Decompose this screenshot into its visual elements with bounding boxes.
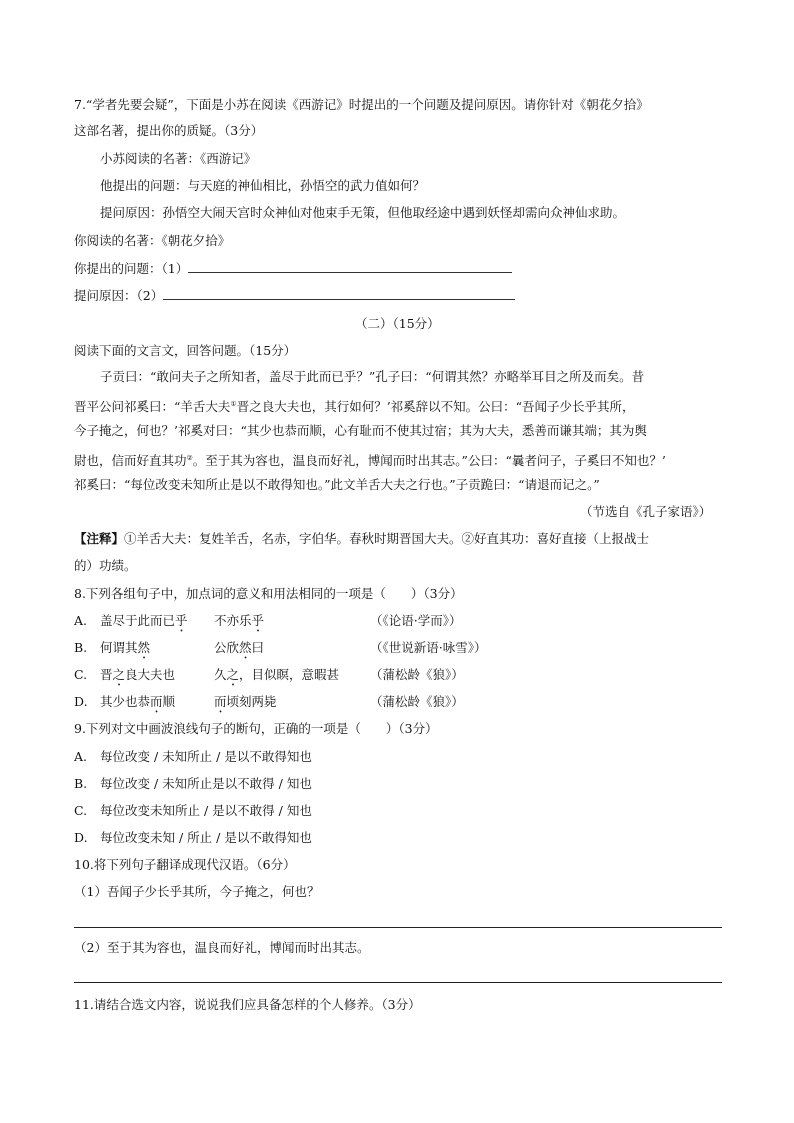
q8-option-source: （蒲松龄《狼》）	[370, 694, 464, 709]
q8-option-letter: D.	[74, 694, 88, 709]
q8-option-sentence-b: 不亦乐乎	[214, 613, 265, 628]
q8-option-sentence-a: 其少也恭而顺	[100, 694, 176, 709]
section-instruction: 阅读下面的文言文，回答问题。（15分）	[74, 343, 297, 358]
q8-option-source: （《论语·学而》）	[370, 613, 462, 628]
q9-option-text: 每位改变未知 / 所止 / 是以不敢得知也	[100, 830, 312, 845]
passage-line-2b: 晋之良大夫也，其行如何？’祁奚辞以不知。公曰：“吾闻子少长乎其所，	[236, 399, 635, 415]
q7-your-reason-label: 提问原因：（2）	[74, 288, 164, 303]
q8-option-sentence-a: 盖尽于此而已乎	[100, 613, 188, 628]
passage-line-4b: 。至于其为容也，温良而好礼，博闻而时出其志。”公曰：“曩者问子，子奚曰不知也？’	[192, 453, 666, 469]
passage-line-3: 今子掩之，何也？’祁奚对曰：“其少也恭而顺，心有耻而不使其过宿；其为大夫，悉善而谦其端；其为舆	[74, 423, 647, 438]
q8-option-source: （蒲松龄《狼》）	[370, 667, 464, 682]
passage-line-2	[74, 396, 635, 415]
footnote-mark-2: ②	[186, 454, 193, 462]
dotted-word: 而	[150, 694, 163, 709]
q9-option-letter: A.	[74, 749, 88, 764]
note-label: 【注释】	[74, 531, 125, 546]
q7-stem-line1: 7.“学者先要会疑”，下面是小苏在阅读《西游记》时提出的一个问题及提问原因。请你针对《朝花夕拾》	[74, 97, 649, 112]
note-text-1: ①羊舌大夫：复姓羊舌，名赤，字伯华。春秋时期晋国大夫。②好直其功：喜好直接（上报战士	[124, 531, 650, 546]
q7-question-answer-line[interactable]	[188, 260, 512, 273]
q8-stem: 8.下列各组句子中，加点词的意义和用法相同的一项是（ ）（3分）	[74, 586, 463, 601]
q10-stem: 10.将下列句子翻译成现代汉语。（6分）	[74, 857, 296, 872]
q9-option-a[interactable]	[74, 749, 312, 765]
passage-line-1: 子贡曰：“敢问夫子之所知者，盖尽于此而已乎？”孔子曰：“何谓其然？亦略举耳目之所及而矣。昔	[100, 369, 645, 384]
q9-option-letter: D.	[74, 830, 88, 845]
q7-your-question-row	[74, 260, 512, 277]
dotted-word: 乎	[175, 613, 188, 628]
footnote-mark-1: ①	[230, 400, 237, 408]
passage-line-2a: 晋平公问祁奚曰：“羊舌大夫	[74, 399, 231, 415]
q9-option-c[interactable]	[74, 803, 312, 819]
passage-line-4a: 尉也，信而好直其功	[74, 453, 187, 469]
q7-your-reason-row	[74, 287, 515, 304]
dotted-word: 之	[112, 667, 126, 682]
q9-option-text: 每位改变未知所止 / 是以不敢得 / 知也	[100, 803, 312, 818]
q9-option-text: 每位改变 / 未知所止是以不敢得 / 知也	[100, 776, 312, 791]
q7-example-question: 他提出的问题：与天庭的神仙相比，孙悟空的武力值如何？	[100, 178, 426, 193]
q8-option-sentence-a: 何谓其然	[100, 640, 151, 655]
section-heading: （二）（15分）	[355, 316, 440, 331]
q8-option-sentence-b: 久之，目似瞑，意暇甚	[214, 667, 340, 682]
dotted-word: 之	[226, 667, 240, 682]
q8-option-letter: C.	[74, 667, 88, 682]
q7-stem-line2: 这部名著，提出你的质疑。（3分）	[74, 123, 264, 138]
q10-sentence-2: （2）至于其为容也，温良而好礼，博闻而时出其志。	[74, 940, 370, 955]
q7-your-question-label: 你提出的问题：（1）	[74, 261, 189, 276]
q8-option-letter: B.	[74, 640, 88, 655]
q10-answer-line-2[interactable]	[74, 982, 722, 983]
passage-source: （节选自《孔子家语》）	[580, 504, 712, 519]
q8-option-letter: A.	[74, 613, 88, 628]
q7-your-book: 你阅读的名著：《朝花夕拾》	[74, 233, 231, 248]
q8-option-sentence-b: 公欣然曰	[214, 640, 265, 655]
note-line-1	[74, 531, 649, 547]
q8-option-sentence-b: 而顷刻两毙	[214, 694, 277, 709]
q9-option-text: 每位改变 / 未知所止 / 是以不敢得知也	[100, 749, 312, 764]
passage-line-5: 祁奚曰：“每位改变未知所止是以不敢得知也。”此文羊舌大夫之行也。”子贡跪曰：“请退而记之。”	[74, 477, 600, 492]
q8-option-sentence-a: 晋之良大夫也	[100, 667, 176, 682]
dotted-word: 乎	[251, 613, 265, 628]
dotted-word: 然	[239, 640, 252, 655]
q7-reason-answer-line[interactable]	[163, 287, 515, 300]
q9-option-d[interactable]	[74, 830, 312, 846]
dotted-word: 而	[214, 694, 227, 709]
q7-example-reason: 提问原因：孙悟空大闹天宫时众神仙对他束手无策，但他取经途中遇到妖怪却需向众神仙求助。	[100, 205, 626, 220]
q10-answer-line-1[interactable]	[74, 927, 722, 928]
q10-sentence-1: （1）吾闻子少长乎其所，今子掩之，何也？	[74, 884, 320, 899]
q9-stem: 9.下列对文中画波浪线句子的断句，正确的一项是（ ）（3分）	[74, 721, 438, 736]
q9-option-letter: B.	[74, 776, 88, 791]
note-line-2: 的）功绩。	[74, 558, 137, 573]
q11-stem: 11.请结合选文内容，说说我们应具备怎样的个人修养。（3分）	[74, 997, 421, 1012]
passage-line-4	[74, 450, 666, 469]
q9-option-b[interactable]	[74, 776, 312, 792]
q8-option-source: （《世说新语·咏雪》）	[370, 640, 487, 655]
q7-example-book: 小苏阅读的名著：《西游记》	[100, 151, 257, 166]
dotted-word: 然	[137, 640, 151, 655]
q9-option-letter: C.	[74, 803, 88, 818]
